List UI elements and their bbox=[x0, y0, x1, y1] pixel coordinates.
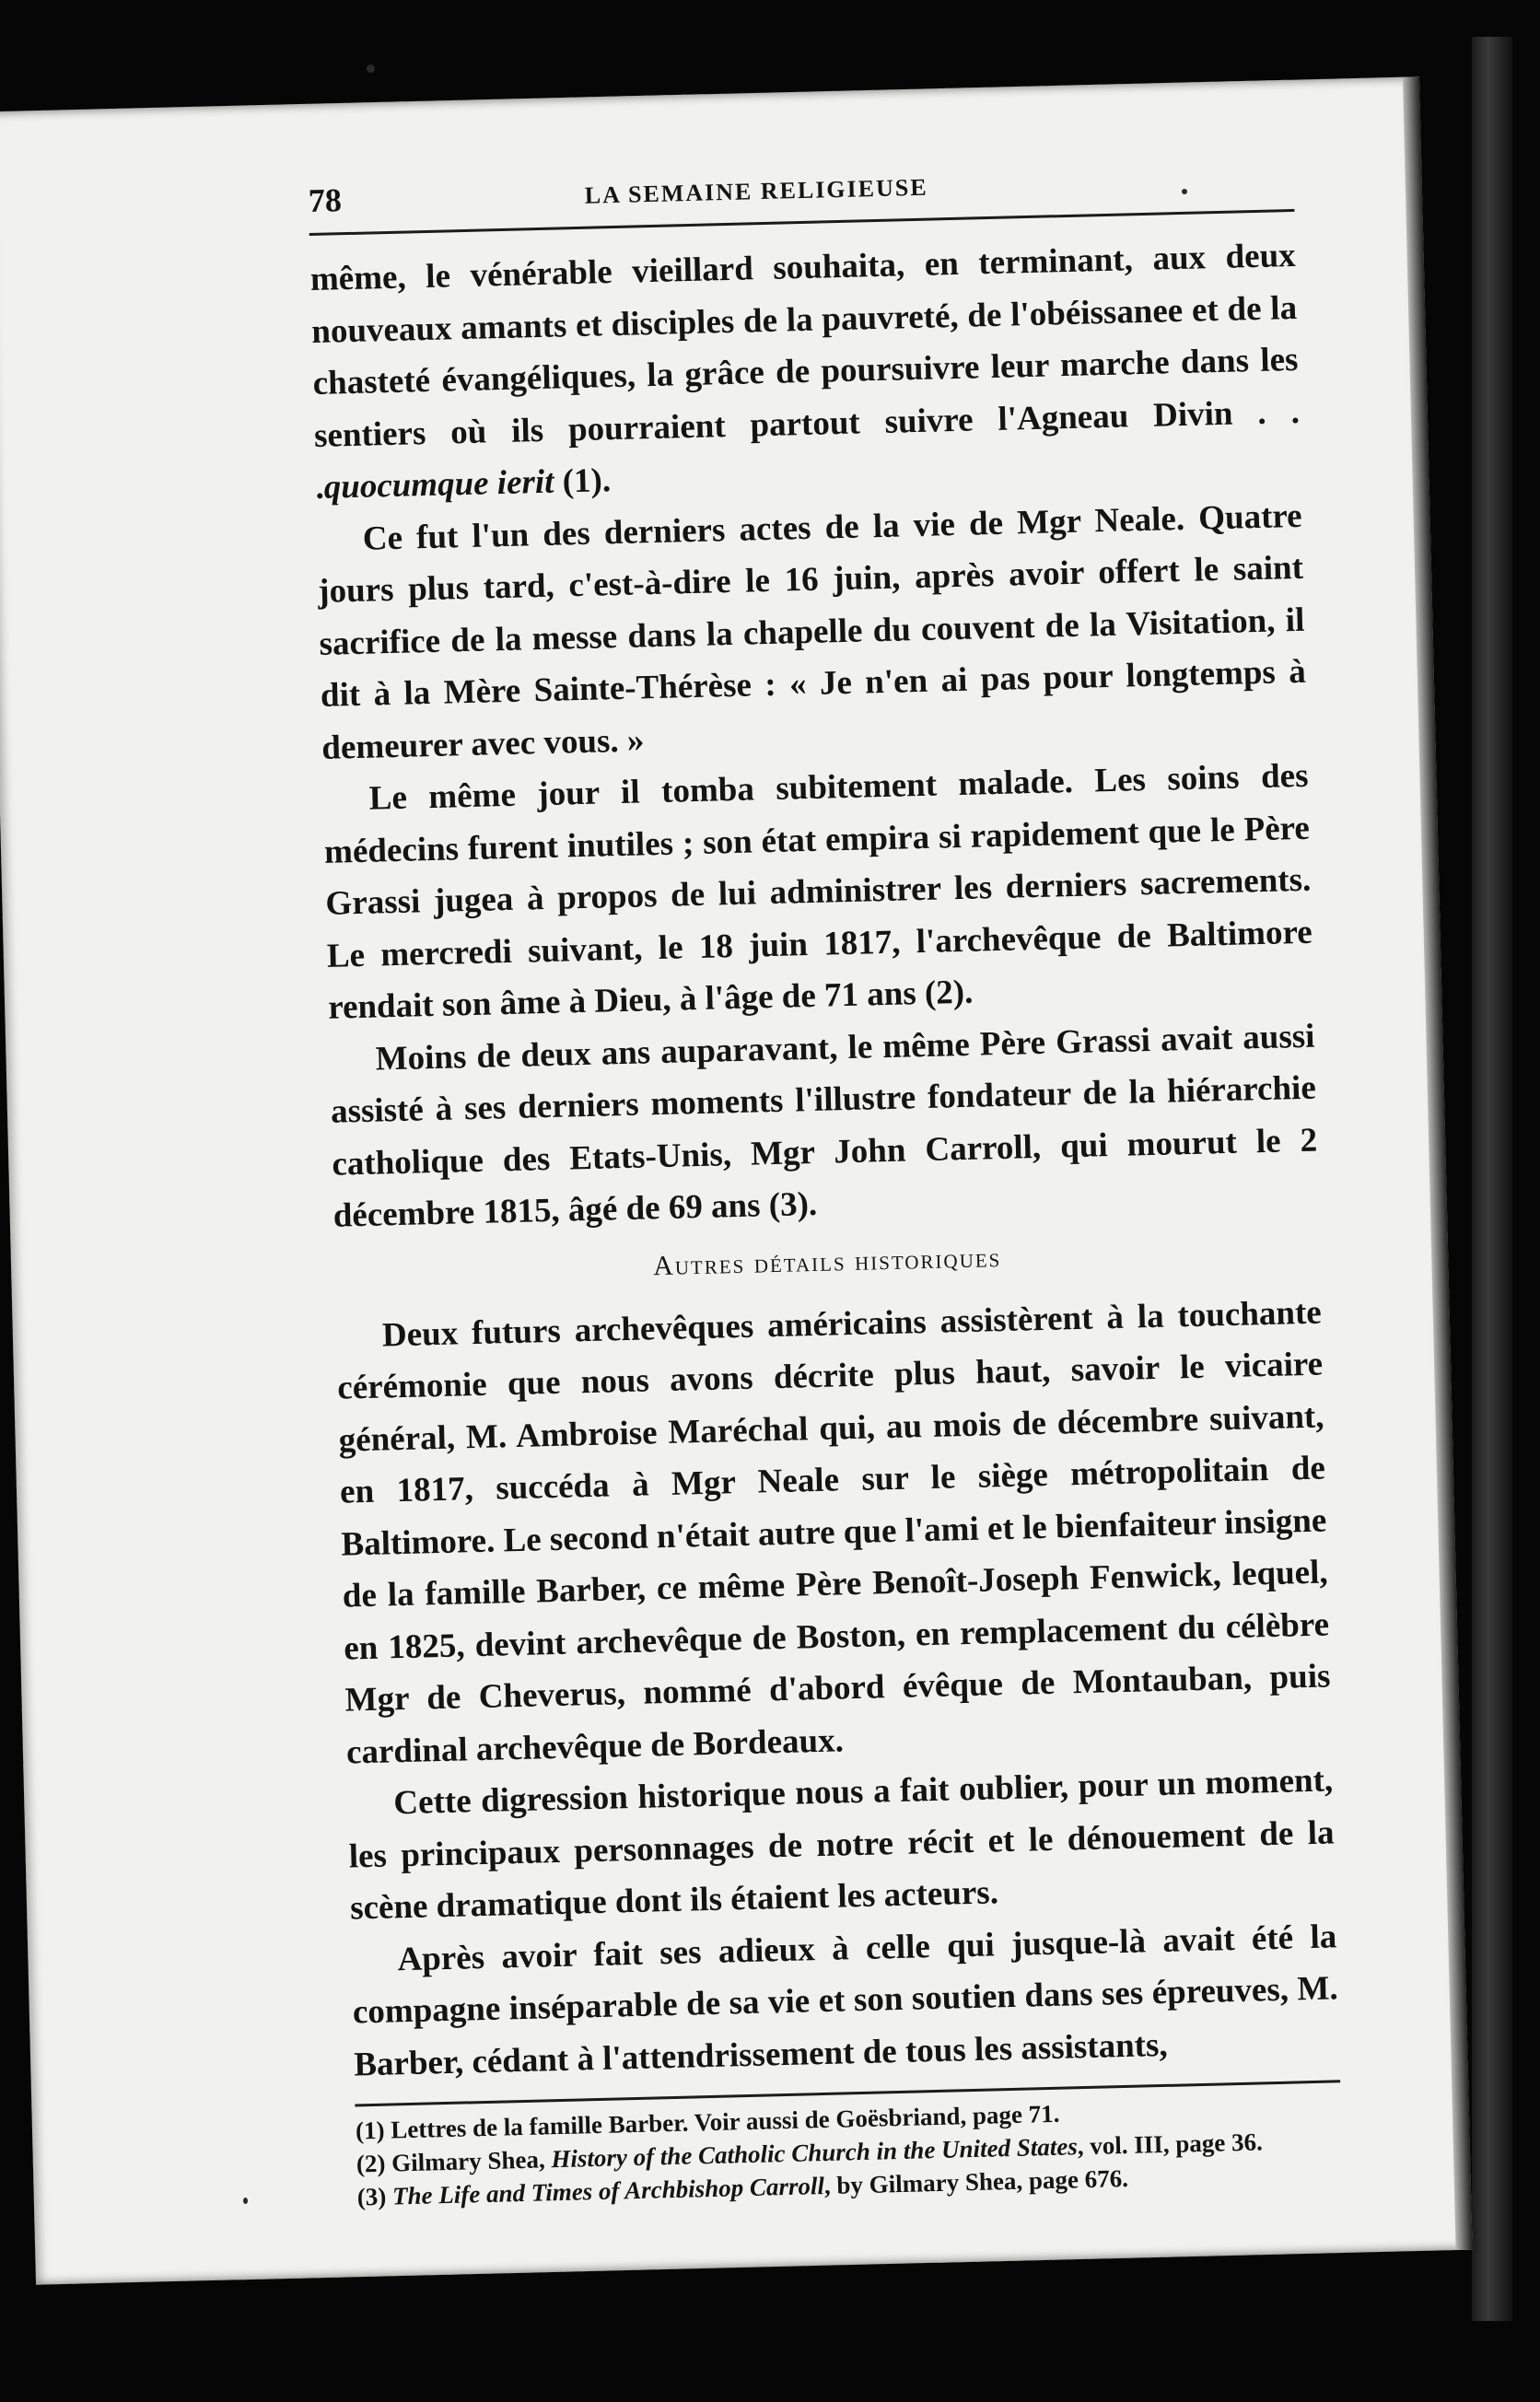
paragraph-1 bbox=[309, 230, 1301, 515]
section-heading-text: Autres détails historiques bbox=[652, 1242, 1002, 1281]
footnote-3-suffix: , by Gilmary Shea, page 676. bbox=[823, 2163, 1129, 2200]
section-heading bbox=[334, 1230, 1321, 1294]
paragraph-7: Après avoir fait ses adieux à celle qui jusque-là avait été la compagne inséparable de sa vie et son soutien dans ses épreuves, M. Barber, cédant à l'attendrissement de tous les assistants, bbox=[352, 1917, 1339, 2083]
footnote-2-title: History of the Catholic Church in the United States bbox=[551, 2132, 1079, 2174]
dust-speck bbox=[367, 64, 375, 73]
page-content bbox=[308, 150, 1343, 2213]
page-number: 78 bbox=[308, 181, 343, 220]
book-binding-edge bbox=[1472, 37, 1512, 2321]
paragraph-1-text: même, le vénérable vieillard souhaita, en terminant, aux deux nouveaux amants et disciples de la pauvreté, de l'obéissanee et de la chasteté évangéliques, la grâce de poursuivre leur marche dans les sentiers où ils pourraient partout suivre l'Agneau Divin . . . bbox=[309, 236, 1301, 507]
running-head: LA SEMAINE RELIGIEUSE bbox=[584, 173, 928, 209]
paragraph-2: Ce fut l'un des derniers actes de la vie de Mgr Neale. Quatre jours plus tard, c'est-à-dire le 16 juin, après avoir offert le saint sacrifice de la messe dans la chapelle du couvent de la Visitation, il dit à la Mère Sainte-Thérèse : « Je n'en ai pas pour longtemps à demeurer avec vous. » bbox=[317, 496, 1307, 767]
paragraph-1-latin-quote: quocumque ierit bbox=[323, 462, 554, 507]
dust-speck bbox=[243, 2198, 248, 2204]
paragraph-1-footnote-ref: (1). bbox=[553, 461, 612, 501]
page-right-edge bbox=[1403, 76, 1473, 2250]
paragraph-3: Le même jour il tomba subitement malade. Les soins des médecins furent inutiles ; son état empira si rapidement que le Père Grassi jugea à propos de lui administrer les derniers sacrements. Le mercredi suivant, le 18 juin 1817, l'archevêque de Baltimore rendait son âme à Dieu, à l'âge de 71 ans (2). bbox=[323, 756, 1313, 1027]
footnote-2-prefix: (2) Gilmary Shea, bbox=[356, 2145, 552, 2178]
footnote-2-suffix: , vol. III, page 36. bbox=[1077, 2128, 1264, 2161]
paragraph-5: Deux futurs archevêques américains assistèrent à la touchante cérémonie que nous avons décrite plus haut, savoir le vicaire général, M. Ambroise Maréchal qui, au mois de décembre suivant, en 1817, succéda à Mgr Neale sur le siège métropolitain de Baltimore. Le second n'était autre que l'ami et le bienfaiteur insigne de la famille Barber, ce même Père Benoît-Joseph Fenwick, lequel, en 1825, devint archevêque de Boston, en remplacement du célèbre Mgr de Cheverus, nommé d'abord évêque de Montauban, puis cardinal archevêque de Bordeaux. bbox=[336, 1293, 1331, 1772]
footnote-3-prefix: (3) bbox=[356, 2182, 393, 2211]
footnote-1-text: (1) Lettres de la famille Barber. Voir aussi de Goësbriand, page 71. bbox=[355, 2099, 1060, 2145]
paragraph-6: Cette digression historique nous a fait oublier, pour un moment, les principaux personnages de notre récit et le dénouement de la scène dramatique dont ils étaient les acteurs. bbox=[348, 1761, 1335, 1928]
paragraph-4: Moins de deux ans auparavant, le même Père Grassi avait aussi assisté à ses derniers moments l'illustre fondateur de la hiérarchie catholique des Etats-Unis, Mgr John Carroll, qui mourut le 2 décembre 1815, âgé de 69 ans (3). bbox=[330, 1017, 1318, 1235]
footnote-3-title: The Life and Times of Archbishop Carroll bbox=[391, 2172, 825, 2210]
body-text bbox=[309, 230, 1339, 2092]
dust-speck bbox=[1182, 189, 1187, 194]
